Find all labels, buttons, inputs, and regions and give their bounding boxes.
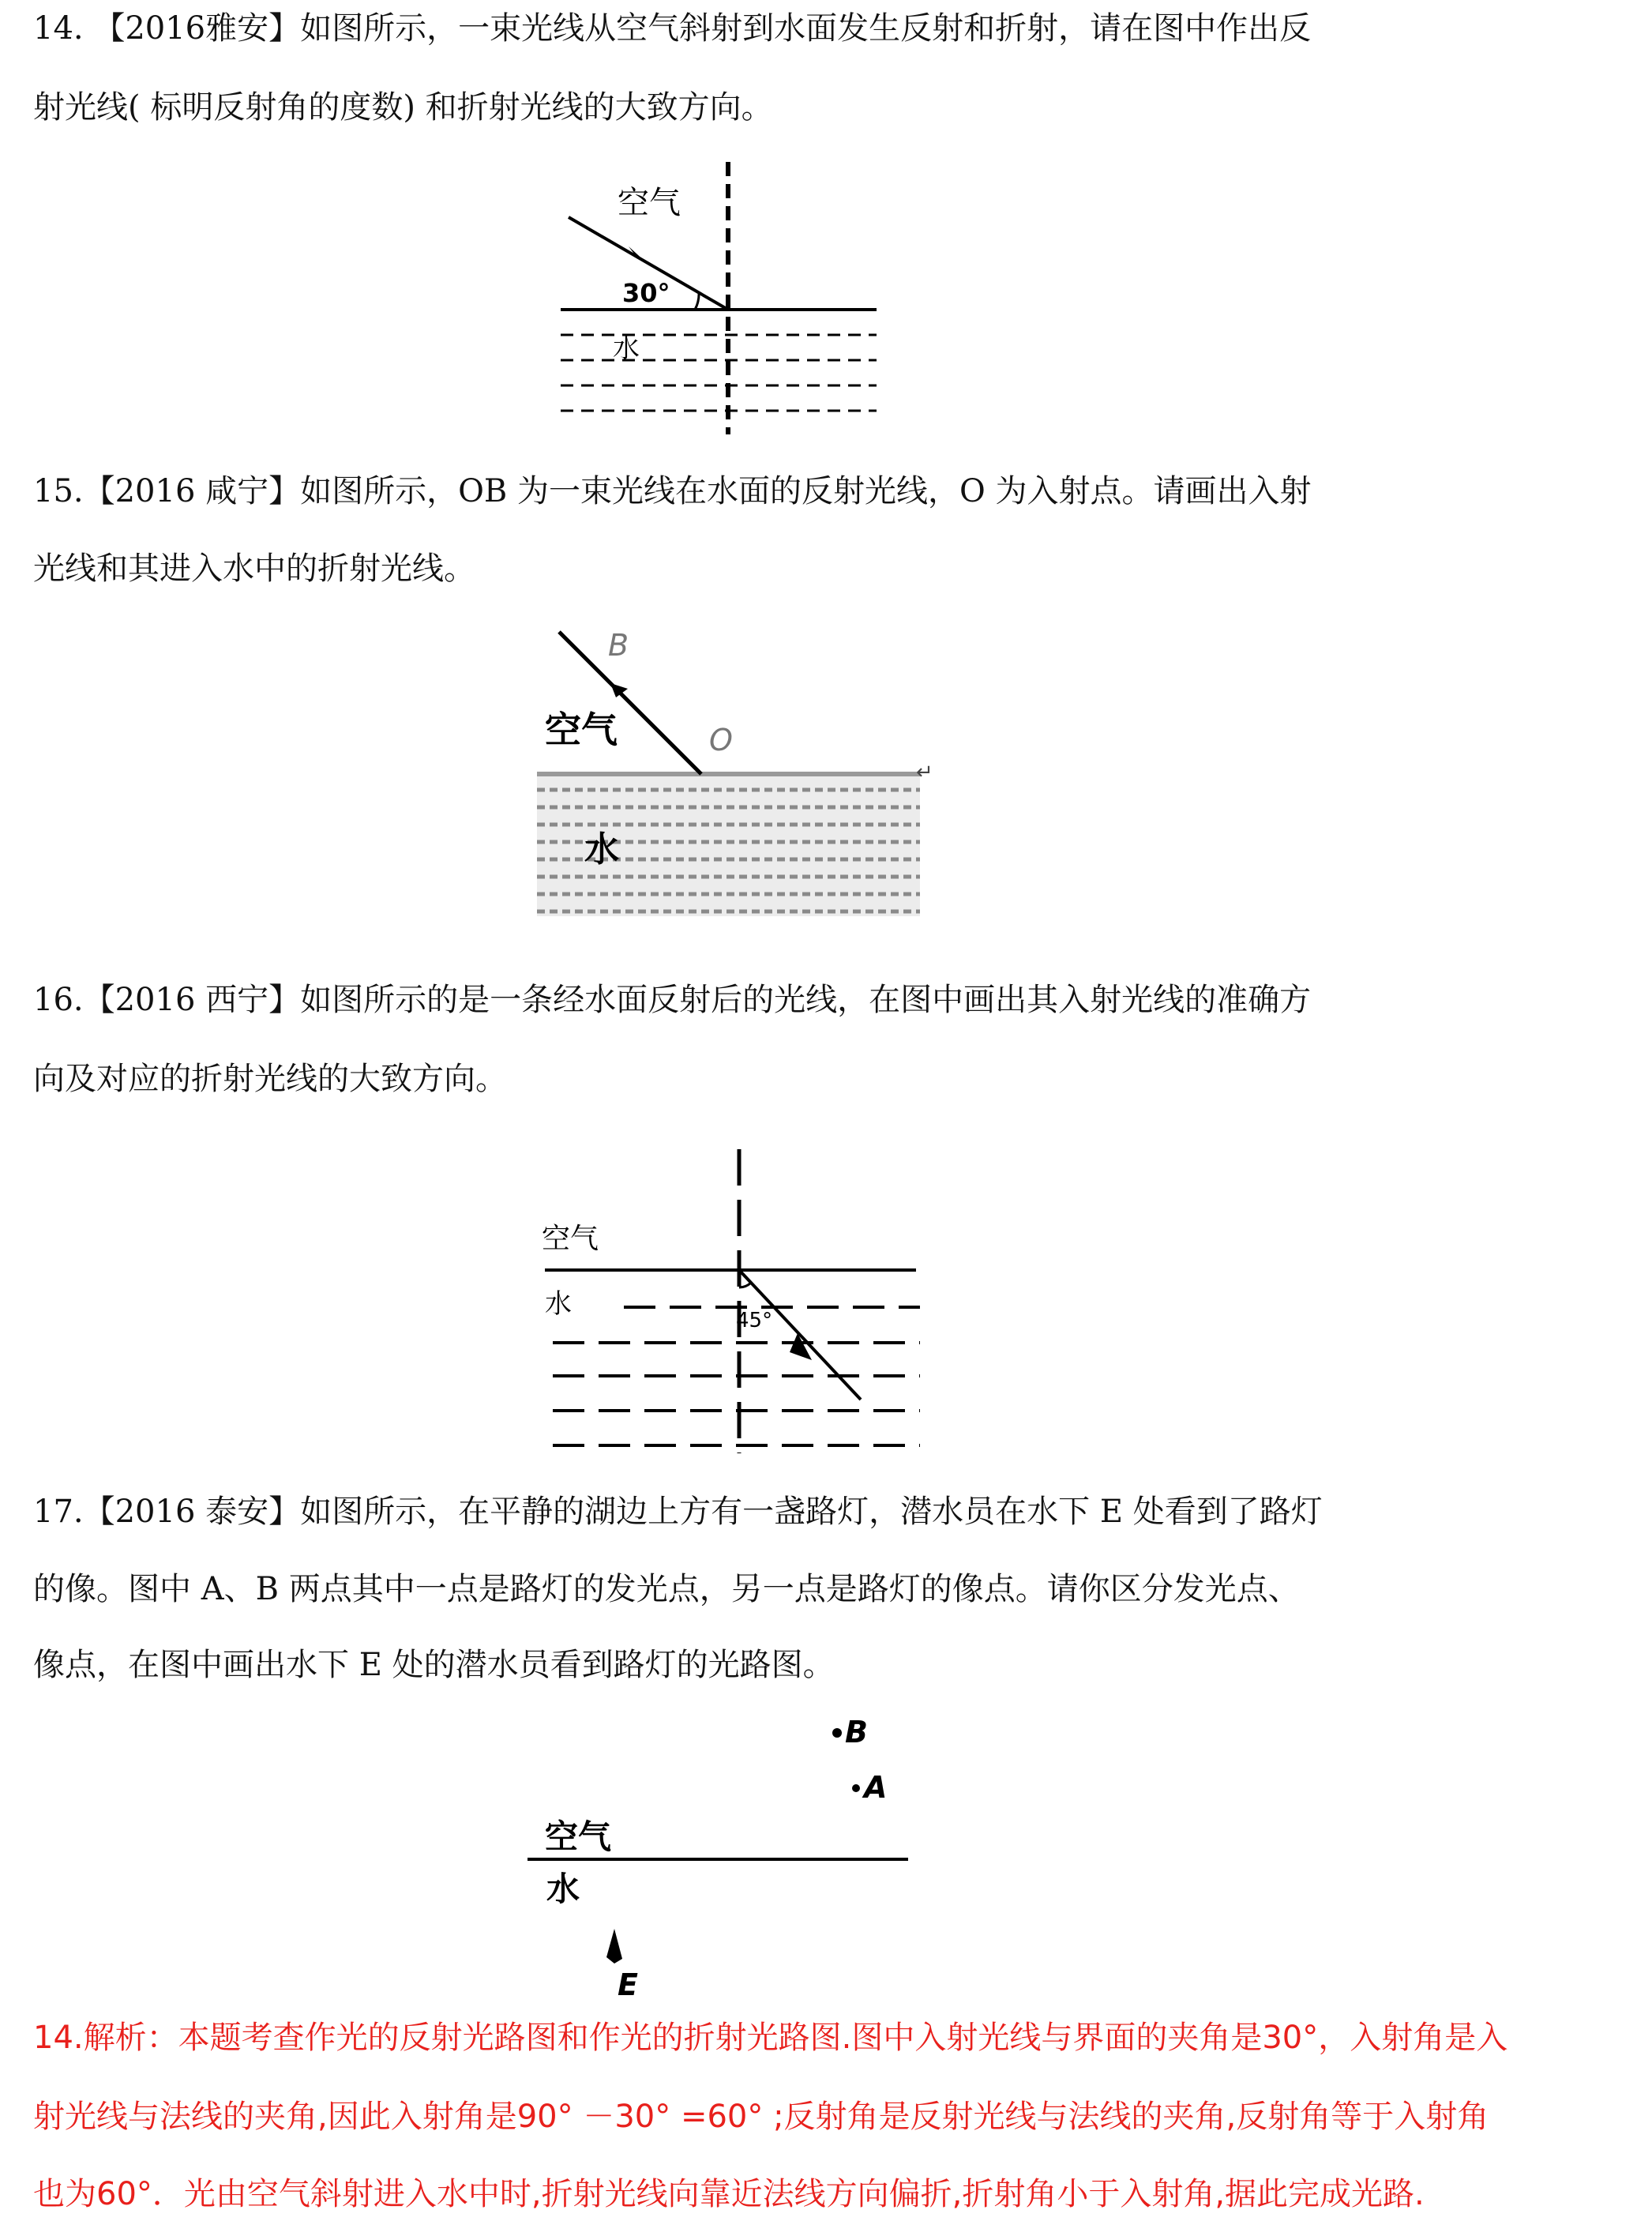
q17-label-e: E	[618, 1967, 638, 2002]
q15-figure	[529, 624, 956, 932]
q14-label-air: 空气	[618, 185, 681, 221]
q16-label-water: 水	[545, 1288, 572, 1320]
q16-text-line1: 16.【2016 西宁】如图所示的是一条经水面反射后的光线，在图中画出其入射光线的准确方	[33, 982, 1312, 1018]
q16-reflected-ray	[739, 1270, 861, 1400]
q17-text-line1: 17.【2016 泰安】如图所示，在平静的湖边上方有一盏路灯，潜水员在水下 E 处看到了路灯	[33, 1494, 1323, 1530]
q15-text-line1: 15.【2016 咸宁】如图所示，OB 为一束光线在水面的反射光线，O 为入射点。请画出入射	[33, 473, 1312, 509]
q15-text-line2: 光线和其进入水中的折射光线。	[33, 551, 475, 587]
q15-label-b: B	[608, 628, 629, 663]
q17-text-line2: 的像。图中 A、B 两点其中一点是路灯的发光点，另一点是路灯的像点。请你区分发光点、	[33, 1571, 1300, 1607]
q17-label-water: 水	[546, 1870, 580, 1908]
answer-line1: 14.解析：本题考查作光的反射光路图和作光的折射光路图.图中入射光线与界面的夹角是30°，入射角是入	[33, 2020, 1508, 2056]
q17-point-a-dot	[852, 1784, 860, 1792]
q17-label-b: B	[845, 1715, 868, 1749]
answer-line3: 也为60°．光由空气斜射进入水中时,折射光线向靠近法线方向偏折,折射角小于入射角,据此完成光路.	[33, 2176, 1425, 2212]
q16-label-angle: 45°	[736, 1309, 773, 1332]
q17-figure	[513, 1706, 924, 2022]
q14-angle-arc	[695, 292, 699, 310]
answer-line2: 射光线与法线的夹角,因此入射角是90° －30° =60° ;反射角是反射光线与法线的夹角,反射角等于入射角	[33, 2099, 1489, 2135]
q14-text-line1: 14. 【2016雅安】如图所示，一束光线从空气斜射到水面发生反射和折射，请在图中作出反	[33, 10, 1312, 47]
q14-text-line2: 射光线( 标明反射角的度数) 和折射光线的大致方向。	[33, 89, 773, 126]
q14-label-water: 水	[613, 333, 640, 364]
q16-figure	[537, 1145, 948, 1461]
q15-label-water: 水	[584, 829, 619, 870]
q15-return-mark: ↵	[916, 761, 933, 784]
q17-diver-figure	[606, 1929, 622, 1964]
q17-text-line3: 像点，在图中画出水下 E 处的潜水员看到路灯的光路图。	[33, 1647, 835, 1683]
q15-reflected-ray	[559, 632, 701, 774]
q16-label-air: 空气	[542, 1223, 599, 1255]
q17-point-b-dot	[832, 1728, 842, 1738]
q14-figure	[553, 158, 884, 442]
q14-label-angle: 30°	[622, 278, 670, 308]
q16-text-line2: 向及对应的折射光线的大致方向。	[33, 1061, 507, 1097]
q17-label-air: 空气	[545, 1817, 612, 1856]
q17-label-a: A	[864, 1770, 888, 1805]
q15-label-o: O	[709, 723, 733, 757]
q15-label-air: 空气	[545, 708, 618, 751]
